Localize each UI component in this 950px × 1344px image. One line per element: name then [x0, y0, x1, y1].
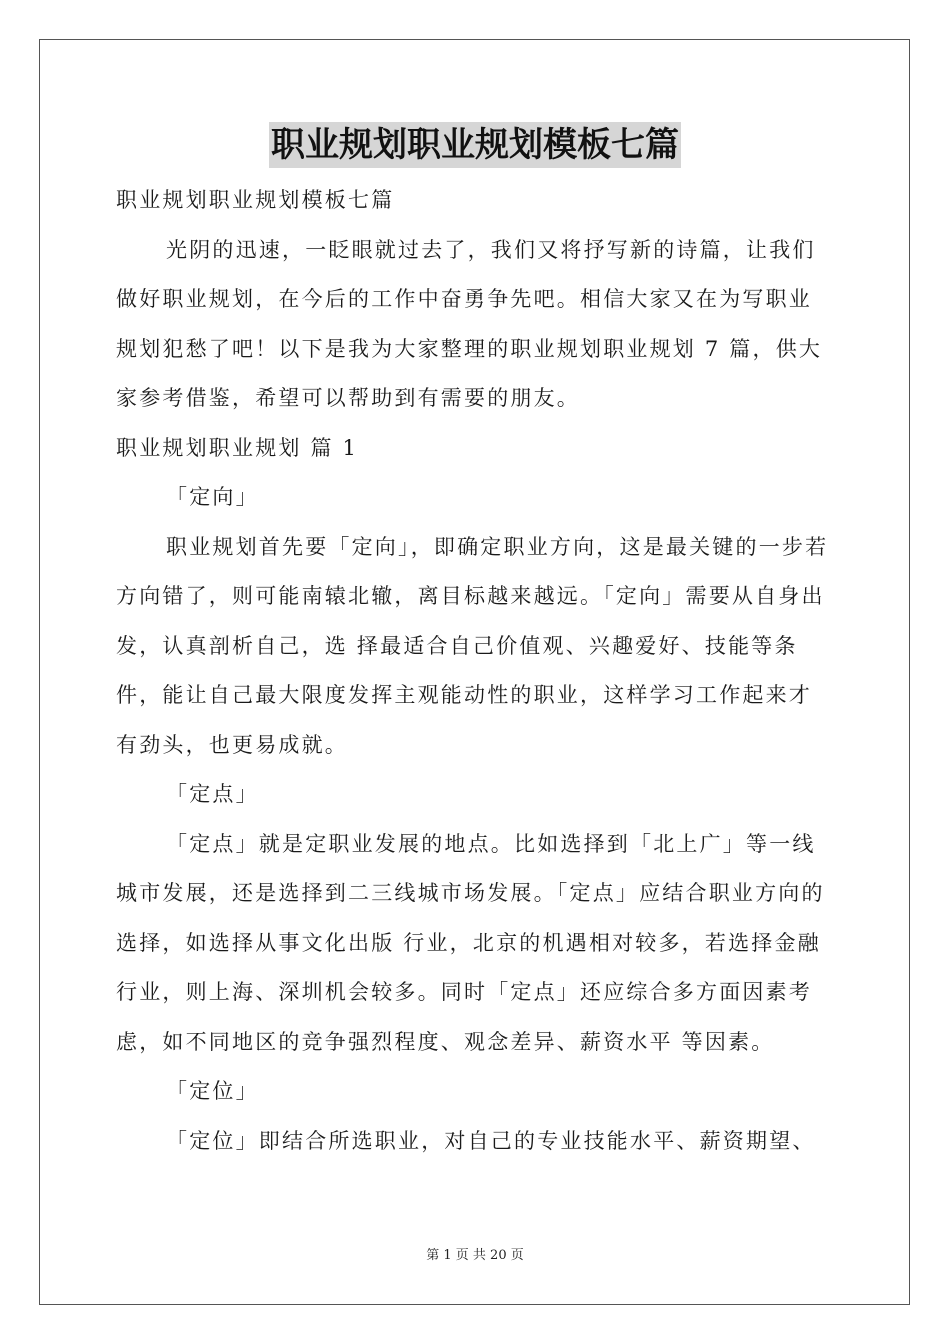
paragraph-orientation: 职业规划首先要「定向」，即确定职业方向，这是最关键的一步若方向错了，则可能南辕北辙，离目标越来越远。「定向」需要从自身出发，认真剖析自己，选 择最适合自己价值观、兴趣爱好、技能等条件，能让自己最大限度发挥主观能动性的职业，这样学习工作起来才有劲头，也更易成就。	[116, 534, 829, 757]
section-heading: 职业规划职业规划 篇 1	[116, 435, 359, 460]
document-title: 职业规划职业规划模板七篇	[269, 122, 681, 168]
paragraph-location: 「定点」就是定职业发展的地点。比如选择到「北上广」等一线城市发展，还是选择到二三线城市场发展。「定点」应结合职业方向的选择，如选择从事文化出版 行业，北京的机遇相对较多，若选择金融行业，则上海、深圳机会较多。同时「定点」还应综合多方面因素考虑，如不同地区的竞争强烈程度、观念差异、薪资水平 等因素。	[116, 831, 825, 1054]
title-wrap	[0, 122, 950, 168]
page-number: 第 1 页 共 20 页	[426, 1248, 524, 1263]
subsection-heading-location: 「定点」	[166, 782, 259, 806]
page-footer	[0, 1244, 950, 1263]
subsection-heading-positioning: 「定位」	[166, 1079, 259, 1103]
document-body	[116, 176, 834, 1166]
document-subtitle: 职业规划职业规划模板七篇	[116, 188, 395, 212]
paragraph-positioning: 「定位」即结合所选职业，对自己的专业技能水平、薪资期望、	[166, 1128, 816, 1153]
subsection-heading-orientation: 「定向」	[166, 485, 259, 509]
intro-paragraph: 光阴的迅速，一眨眼就过去了，我们又将抒写新的诗篇，让我们做好职业规划，在今后的工作中奋勇争先吧。相信大家又在为写职业规划犯愁了吧！以下是我为大家整理的职业规划职业规划 7 篇，供大家参考借鉴，希望可以帮助到有需要的朋友。	[116, 237, 823, 410]
